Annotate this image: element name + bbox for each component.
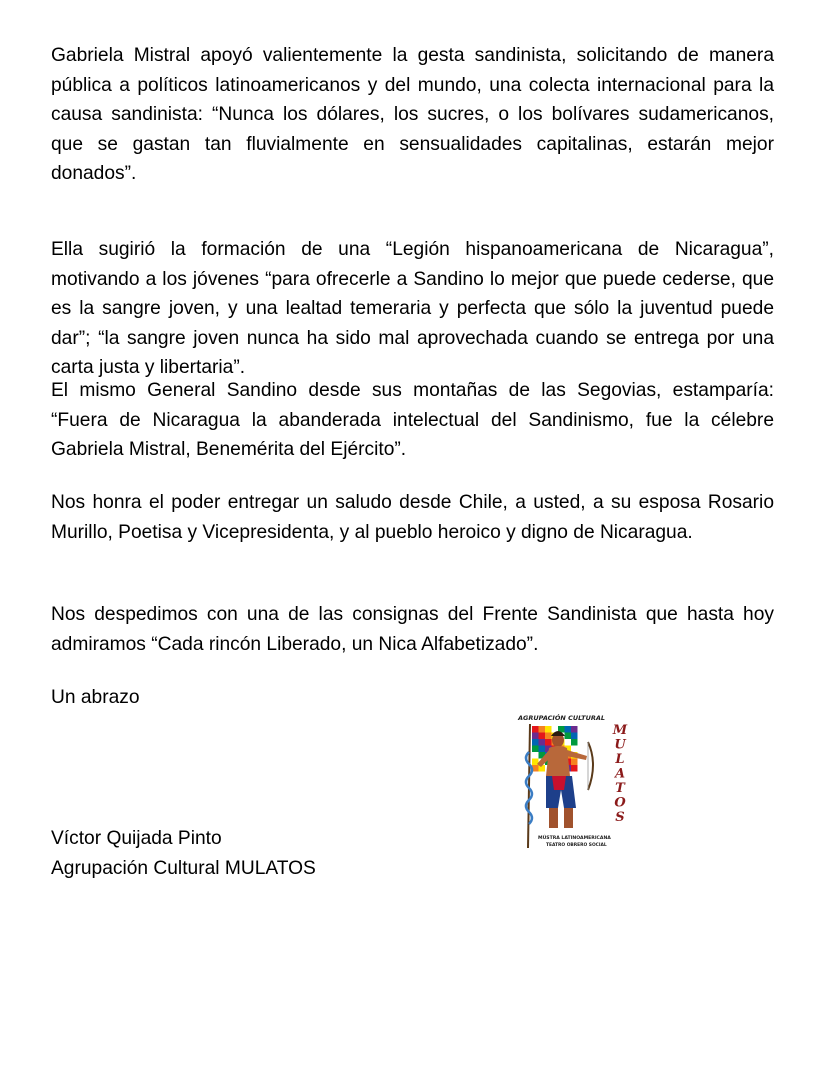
wiphala-square (539, 746, 546, 753)
mulatos-logo-graphic (516, 712, 634, 852)
logo-letter: L (615, 752, 625, 767)
wiphala-square (532, 733, 539, 740)
wiphala-square (545, 726, 552, 733)
paragraph-farewell-slogan: Nos despedimos con una de las consignas del Frente Sandinista que hasta hoy admiramos “Cada rincón Liberado, un Nica Alfabetizado”. (51, 604, 774, 655)
paragraph-greeting: Nos honra el poder entregar un saludo desde Chile, a usted, a su esposa Rosario Murillo, Poetisa y Vicepresidenta, y al pueblo heroico y digno de Nicaragua. (51, 492, 774, 543)
wiphala-square (571, 765, 578, 772)
paragraph-mistral-support: Gabriela Mistral apoyó valientemente la gesta sandinista, solicitando de manera pública a políticos latinoamericanos y del mundo, una colecta internacional para la causa sandinista: “Nunca los dólares, los sucres, o los bolívares sudamericanos, que se gastan tan fluvialmente en sensualidades capitalinas, estarán mejor donados”. (51, 45, 774, 184)
figure-leg-right (564, 808, 573, 828)
logo-bottom-line-2: TEATRO OBRERO SOCIAL (546, 843, 607, 848)
wiphala-square (545, 739, 552, 746)
paragraph-sandino-quote: El mismo General Sandino desde sus montañas de las Segovias, estamparía: “Fuera de Nicaragua la abanderada intelectual del Sandinismo, fue la célebre Gabriela Mistral, Benemérita del Ejército”. (51, 380, 774, 460)
wiphala-square (539, 733, 546, 740)
logo-vertical-letters (612, 723, 628, 825)
wiphala-square (532, 726, 539, 733)
figure-leg-left (549, 808, 558, 828)
mulatos-logo (516, 712, 634, 852)
wiphala-square (539, 739, 546, 746)
wiphala-square (532, 752, 539, 759)
figure-loincloth (552, 776, 566, 790)
wiphala-square (571, 739, 578, 746)
wiphala-square (571, 746, 578, 753)
logo-letter: T (615, 781, 625, 796)
wiphala-square (545, 733, 552, 740)
signature-name: Víctor Quijada Pinto (51, 828, 222, 849)
logo-top-text: AGRUPACIÓN CULTURAL (518, 714, 606, 722)
signature-organization: Agrupación Cultural MULATOS (51, 857, 316, 879)
logo-letter: U (614, 737, 626, 753)
logo-letter: S (615, 810, 625, 825)
wiphala-square (571, 726, 578, 733)
wiphala-square (571, 759, 578, 766)
logo-letter: O (614, 795, 626, 811)
closing-line: Un abrazo (51, 687, 140, 708)
wiphala-square (532, 746, 539, 753)
bow-shape (588, 742, 593, 790)
wiphala-square (565, 739, 572, 746)
paragraph-legion: Ella sugirió la formación de una “Legión hispanoamericana de Nicaragua”, motivando a los jóvenes “para ofrecerle a Sandino lo mejor que puede cederse, que es la sangre joven, y una lealtad temeraria y perfecta que sólo la juventud puede dar”; “la sangre joven nunca ha sido mal aprovechada cuando se entrega por una carta justa y libertaria”. (51, 239, 774, 378)
wiphala-square (571, 733, 578, 740)
wiphala-square (532, 739, 539, 746)
wiphala-square (539, 726, 546, 733)
serpent-shape (526, 752, 532, 824)
wiphala-square (565, 726, 572, 733)
logo-bottom-line-1: MÚSTRA LATINOAMERICANA (538, 836, 611, 841)
wiphala-square (565, 733, 572, 740)
signature-block (51, 824, 316, 883)
logo-letter: M (612, 723, 628, 738)
logo-letter: A (614, 766, 626, 782)
